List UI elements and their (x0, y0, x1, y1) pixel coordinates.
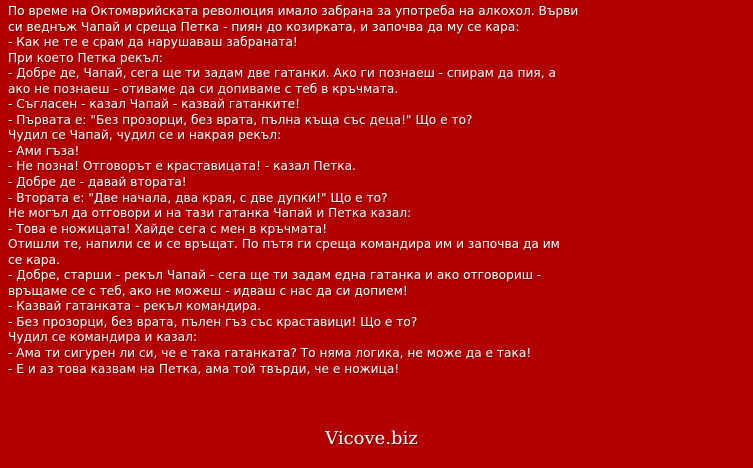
text-line: По време на Октомврийската революция имало забрана за употреба на алкохол. Върви (8, 4, 579, 18)
text-line: Не могъл да отговори и на тази гатанка Чапай и Петка казал: (8, 206, 412, 221)
text-line: Чудил се командира и казал: (8, 330, 197, 345)
text-line: - Съгласен - казал Чапай - казвай гатанките! (8, 97, 301, 112)
joke-text (8, 4, 586, 377)
text-line: се кара. (8, 252, 60, 267)
text-line: При което Петка рекъл: (8, 50, 164, 65)
text-line: - Добре де, Чапай, сега ще ти задам две гатанки. Ако ги познаеш - спирам да пия, а (8, 66, 556, 81)
text-line: - Как не те е срам да нарушаваш забраната! (8, 35, 298, 50)
text-line: - Е и аз това казвам на Петка, ама той твърди, че е ножица! (8, 361, 400, 376)
text-line: - Без прозорци, без врата, пълен гъз със краставици! Що е то? (8, 314, 418, 329)
text-line: - Добре де - давай втората! (8, 175, 187, 190)
text-line: - Ами гъза! (8, 143, 80, 158)
text-line: - Втората е: "Две начала, два края, с две дупки!" Що е то? (8, 190, 388, 205)
text-line: - Казвай гатанката - рекъл командира. (8, 299, 262, 314)
text-line: връщаме се с теб, ако не можеш - идваш с нас да си допием! (8, 283, 408, 298)
site-watermark: Vicove.biz (325, 428, 418, 449)
text-line: - Първата е: "Без прозорци, без врата, пълна къща със деца!" Що е то? (8, 112, 473, 127)
text-line: - Ама ти сигурен ли си, че е така гатанката? То няма логика, не може да е така! (8, 346, 532, 361)
text-line: Отишли те, напили се и се връщат. По пътя ги среща командира им и започва да им (8, 237, 560, 252)
text-line: Чудил се Чапай, чудил се и накрая рекъл: (8, 128, 282, 143)
text-line: - Не позна! Отговорът е краставицата! - казал Петка. (8, 159, 357, 174)
text-line: си веднъж Чапай и среща Петка - пиян до козирката, и започва да му се кара: (8, 19, 520, 34)
text-line: - Това е ножицата! Хайде сега с мен в кръчмата! (8, 221, 328, 236)
text-line: - Добре, старши - рекъл Чапай - сега ще ти задам една гатанка и ако отговориш - (8, 268, 542, 283)
text-line: ако не познаеш - отиваме да си допиваме с теб в кръчмата. (8, 81, 399, 96)
